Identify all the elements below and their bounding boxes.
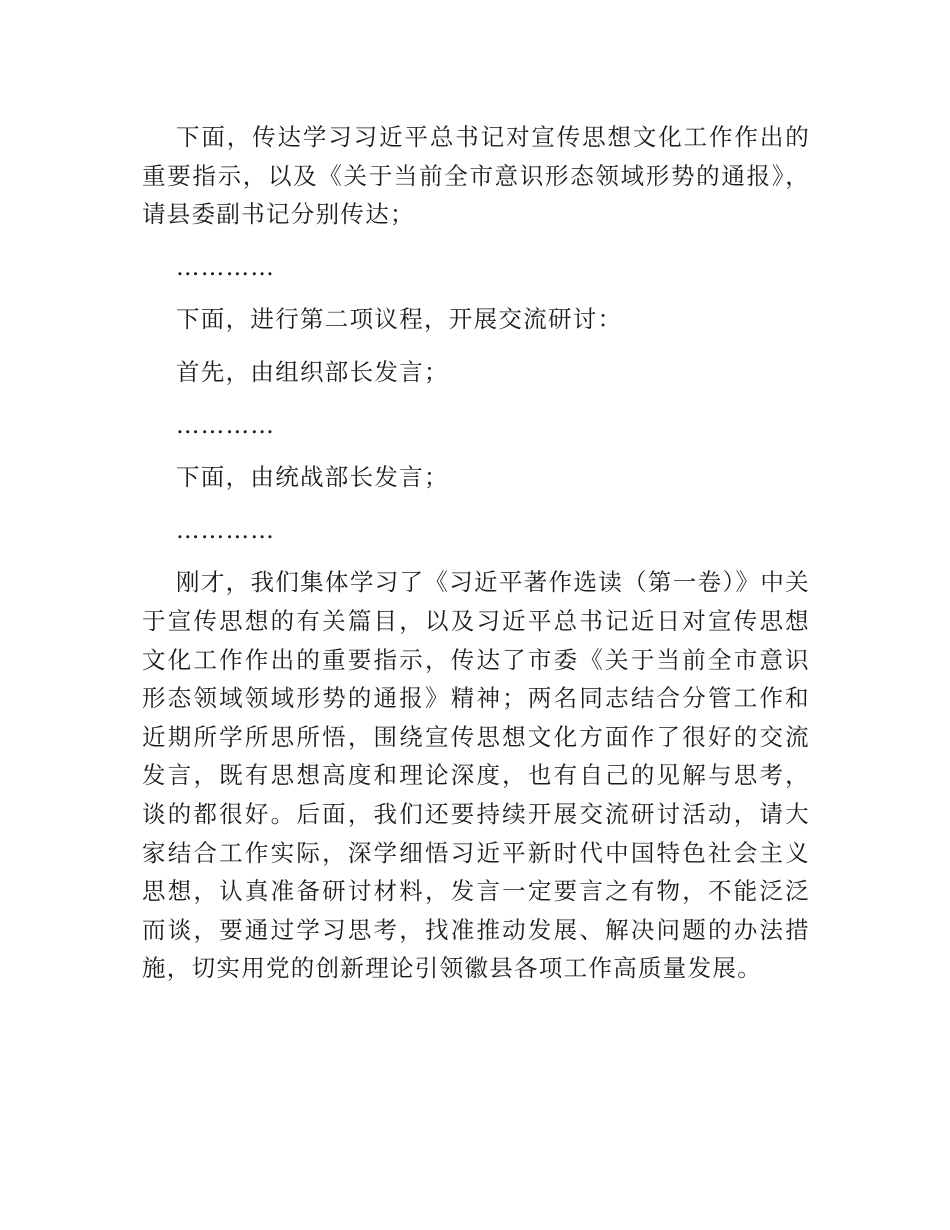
paragraph-summary: 刚才，我们集体学习了《习近平著作选读（第一卷）》中关于宣传思想的有关篇目，以及习近平总书记近日对宣传思想文化工作作出的重要指示，传达了市委《关于当前全市意识形态领域领域形势的通报》精神；两名同志结合分管工作和近期所学所思所悟，围绕宣传思想文化方面作了很好的交流发言，既有思想高度和理论深度，也有自己的见解与思考，谈的都很好。后面，我们还要持续开展交流研讨活动，请大家结合工作实际，深学细悟习近平新时代中国特色社会主义思想，认真准备研讨材料，发言一定要言之有物，不能泛泛而谈，要通过学习思考，找准推动发展、解决问题的办法措施，切实用党的创新理论引领徽县各项工作高质量发展。 — [142, 568, 810, 983]
ellipsis-line: ………… — [176, 515, 276, 544]
paragraph-relay-instructions: 下面，传达学习习近平总书记对宣传思想文化工作作出的重要指示，以及《关于当前全市意识形态领域形势的通报》，请县委副书记分别传达； — [142, 123, 810, 229]
paragraph-united-front-speech: 下面，由统战部长发言； — [176, 463, 449, 492]
document-body — [142, 118, 810, 988]
paragraph-second-agenda: 下面，进行第二项议程，开展交流研讨： — [176, 305, 623, 334]
ellipsis-line: ………… — [176, 252, 276, 281]
ellipsis-line: ………… — [176, 410, 276, 439]
paragraph-organization-speech: 首先，由组织部长发言； — [176, 357, 449, 386]
